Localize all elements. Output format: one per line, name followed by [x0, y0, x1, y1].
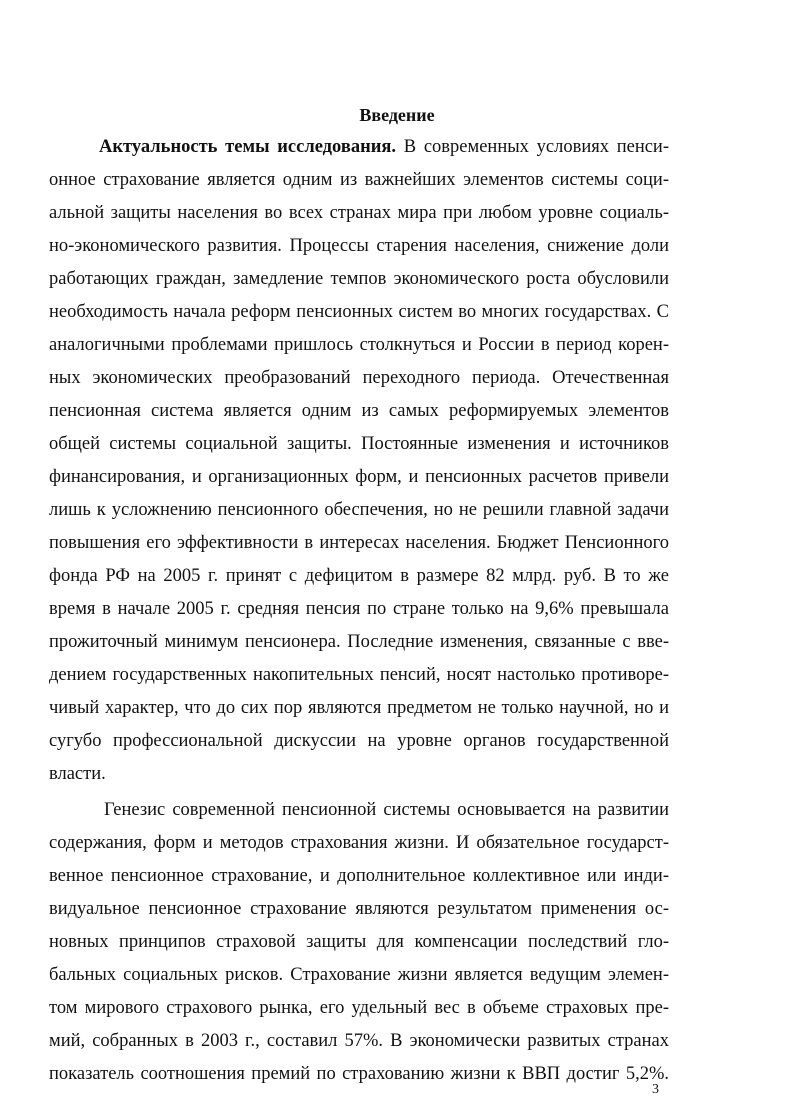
paragraph-2-line-1: содержания, форм и методов страхования жизни. И обязательное государст- — [49, 833, 669, 853]
paragraph-1-line-13: фонда РФ на 2005 г. принят с дефицитом в размере 82 млрд. руб. В то же — [49, 566, 669, 586]
page-number: 3 — [652, 1082, 659, 1097]
paragraph-1-line-11: лишь к усложнению пенсионного обеспечения, но не решили главной задачи — [49, 500, 669, 520]
section-title: Введение — [359, 105, 435, 125]
paragraph-1-line-7: ных экономических преобразований переходного периода. Отечественная — [49, 368, 669, 388]
paragraph-1-line-4: работающих граждан, замедление темпов экономического роста обусловили — [49, 269, 669, 289]
paragraph-1-line-1: онное страхование является одним из важнейших элементов системы соци- — [49, 170, 669, 190]
paragraph-1-line-17: чивый характер, что до сих пор являются предметом не только научной, но и — [49, 698, 669, 718]
paragraph-2-line-0: Генезис современной пенсионной системы основывается на развитии — [104, 800, 669, 820]
paragraph-2-line-8: показатель соотношения премий по страхованию жизни к ВВП достиг 5,2%. — [49, 1064, 669, 1084]
paragraph-1-line-0 — [99, 132, 669, 162]
paragraph-1-line-18: сугубо профессиональной дискуссии на уровне органов государственной — [49, 731, 669, 751]
paragraph-1-line-3: но-экономического развития. Процессы старения населения, снижение доли — [49, 236, 669, 256]
paragraph-2-line-3: видуальное пенсионное страхование являются результатом применения ос- — [49, 899, 669, 919]
paragraph-2-line-2: венное пенсионное страхование, и дополнительное коллективное или инди- — [49, 866, 669, 886]
paragraph-1-line-12: повышения его эффективности в интересах населения. Бюджет Пенсионного — [49, 533, 669, 553]
paragraph-1-line-8: пенсионная система является одним из самых реформируемых элементов — [49, 401, 669, 421]
paragraph-1-line-19: власти. — [49, 764, 106, 784]
paragraph-1-line-9: общей системы социальной защиты. Постоянные изменения и источников — [49, 434, 669, 454]
paragraph-1-line-15: прожиточный минимум пенсионера. Последние изменения, связанные с вве- — [49, 632, 669, 652]
relevance-lead: Актуальность темы исследования. — [99, 137, 397, 157]
paragraph-2-line-5: бальных социальных рисков. Страхование жизни является ведущим элемен- — [49, 965, 669, 985]
paragraph-1-line-5: необходимость начала реформ пенсионных систем во многих государствах. С — [49, 302, 669, 322]
paragraph-1-line-14: время в начале 2005 г. средняя пенсия по стране только на 9,6% превышала — [49, 599, 669, 619]
paragraph-1-line-6: аналогичными проблемами пришлось столкнуться и России в период корен- — [49, 335, 669, 355]
paragraph-1-line-2: альной защиты населения во всех странах мира при любом уровне социаль- — [49, 203, 669, 223]
paragraph-1-line-16: дением государственных накопительных пенсий, носят настолько противоре- — [49, 665, 669, 685]
paragraph-2-line-7: мий, собранных в 2003 г., составил 57%. В экономически развитых странах — [49, 1031, 669, 1051]
paragraph-1-line-0-rest: В современных условиях пенси- — [396, 137, 669, 157]
paragraph-1-line-10: финансирования, и организационных форм, и пенсионных расчетов привели — [49, 467, 669, 487]
paragraph-2-line-4: новных принципов страховой защиты для компенсации последствий гло- — [49, 932, 669, 952]
paragraph-2-line-6: том мирового страхового рынка, его удельный вес в объеме страховых пре- — [49, 998, 669, 1018]
